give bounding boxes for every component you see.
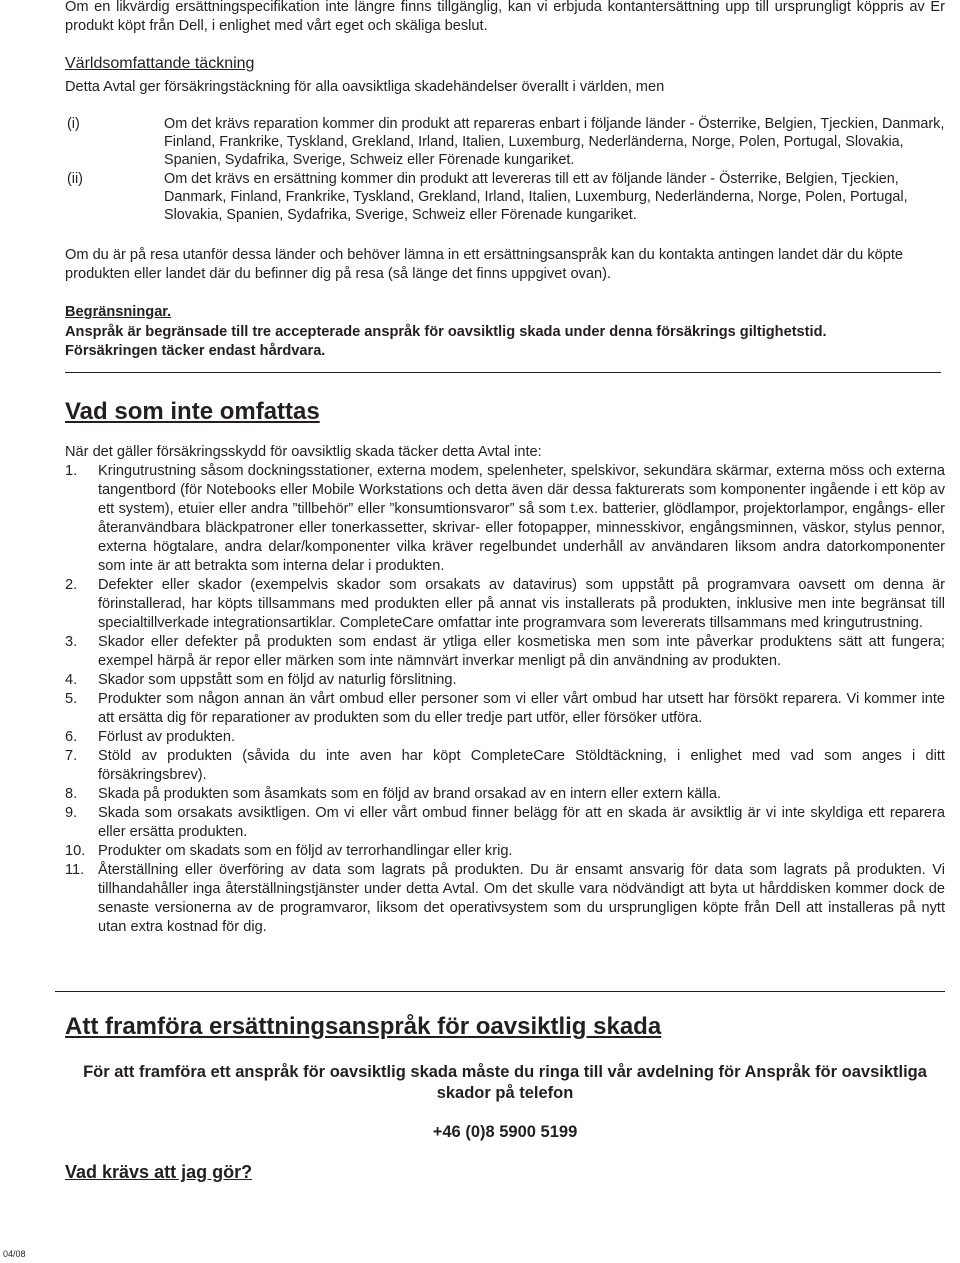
list-item-text: Kringutrustning såsom dockningsstationer, externa modem, spelenheter, spelskivor, sekundära skärmar, externa möss och externa tangentbord (för Notebooks eller Mobile Workstations och detta även där dessa fakturerats som komponenter ingående i ett köp av ett system), etuier eller andra ”tillbehör” eller ”konsumtionsvaror” så som t.ex. batterier, glödlampor, projektorlampor, engångs- eller återanvändbara bläckpatroner eller tonerkassetter, skrivar- eller fotopapper, minnesskivor, engångsminnen, väskor, stylus pennor, externa högtalare, andra delar/komponenter vilka kräver regelbundet underhåll av användaren liksom andra datorkomponenter som inte är att betrakta som interna delar i produkten.	[98, 463, 945, 574]
travel-note-paragraph: Om du är på resa utanför dessa länder och behöver lämna in ett ersättningsanspråk kan du kontakta antingen landet där du köpte produkten eller landet där du befinner dig på resa (så länge det finns uppgivet ovan).	[65, 247, 904, 282]
claims-phone-number: +46 (0)8 5900 5199	[432, 1123, 578, 1141]
list-item	[65, 785, 945, 804]
claims-heading: Att framföra ersättningsanspråk för oavsiktlig skada	[65, 1013, 662, 1040]
list-item	[65, 804, 945, 842]
worldwide-coverage-text: Detta Avtal ger försäkringstäckning för alla oavsiktliga skadehändelser överallt i världen, men	[65, 79, 665, 95]
intro-paragraph: Om en likvärdig ersättningspecifikation inte längre finns tillgänglig, kan vi erbjuda kontantersättning upp till ursprungligt köppris av Er produkt köpt från Dell, i enlighet med vårt eget och skäliga beslut.	[65, 0, 945, 34]
claims-instruction: För att framföra ett anspråk för oavsiktlig skada måste du ringa till vår avdelning för Anspråk för oavsiktliga skador på telefon	[83, 1063, 927, 1102]
list-item-text: Skador eller defekter på produkten som endast är ytliga eller kosmetiska men som inte påverkar produktens sätt att fungera; exempel härpå är repor eller märken som inte nämnvärt inverkar menligt på din användning av produkten.	[98, 634, 945, 669]
list-item-number: 6.	[65, 729, 78, 745]
list-item-text: Återställning eller överföring av data som lagrats på produkten. Du är ensamt ansvarig för data som lagrats på produkten. Vi tillhandahåller inga återställningstjänster under detta Avtal. Om det skulle vara nödvändigt att byta ut hårddisken kommer dock de senaste versionerna av de programvaror, liksom det operativsystem som du ursprungligen köpte från Dell att installeras på nytt utan extra kostnad för dig.	[98, 862, 945, 935]
list-item	[65, 462, 945, 576]
limitations-text	[65, 323, 955, 361]
list-item-number: 11.	[65, 862, 85, 878]
divider-line	[65, 372, 941, 373]
list-item-text: Skada som orsakats avsiktligen. Om vi eller vårt ombud finner belägg för att en skada är avsiktlig är vi inte skyldiga ett reparera eller ersätta produkten.	[98, 805, 945, 840]
list-item-number: 5.	[65, 691, 78, 707]
not-covered-intro: När det gäller försäkringsskydd för oavsiktlig skada täcker detta Avtal inte:	[65, 444, 542, 460]
list-item-number: 10.	[65, 843, 86, 859]
list-item-text: Produkter som någon annan än vårt ombud eller personer som vi eller vårt ombud har utsett har försökt reparera. Vi kommer inte att ersätta dig för reparationer av produkten som du eller tredje part utför, eller försöker utföra.	[98, 691, 945, 726]
list-item	[65, 690, 945, 728]
worldwide-country-list	[65, 115, 945, 224]
list-item	[65, 576, 945, 633]
footer-code: 04/08	[3, 1249, 26, 1259]
list-item-text: Stöld av produkten (såvida du inte aven har köpt CompleteCare Stöldtäckning, i enlighet med vad som anges i ditt försäkringsbrev).	[98, 748, 945, 783]
list-item-number: 2.	[65, 577, 78, 593]
list-item-text: Produkter om skadats som en följd av terrorhandlingar eller krig.	[98, 843, 513, 859]
list-item-text: Om det krävs reparation kommer din produkt att repareras enbart i följande länder - Österrike, Belgien, Tjeckien, Danmark, Finland, Frankrike, Tyskland, Grekland, Irland, Italien, Luxemburg, Nederländerna, Norge, Polen, Portugal, Slovakia, Spanien, Sydafrika, Sverige, Schweiz eller Förenade kungariket.	[164, 116, 945, 169]
list-item	[65, 115, 945, 170]
list-item-number: (i)	[67, 116, 80, 132]
list-item	[65, 671, 945, 690]
list-item-text: Defekter eller skador (exempelvis skador som orsakats av datavirus) som uppstått på programvara oavsett om denna är förinstallerad, har köpts tillsammans med produkten eller på annat vis installerats på produkten, inklusive men inte begränsat till specialtillverkade integrationsartiklar. CompleteCare omfattar inte programvara som levererats tillsammans med kringutrustning.	[98, 577, 945, 631]
list-item-number: 4.	[65, 672, 78, 688]
list-item-text: Om det krävs en ersättning kommer din produkt att levereras till ett av följande länder - Österrike, Belgien, Tjeckien, Danmark, Finland, Frankrike, Tyskland, Grekland, Irland, Italien, Luxemburg, Nederländerna, Norge, Polen, Portugal, Slovakia, Spanien, Sydafrika, Sverige, Schweiz eller Förenade kungariket.	[164, 170, 908, 224]
list-item	[65, 170, 945, 225]
what-to-do-heading: Vad krävs att jag gör?	[65, 1162, 253, 1182]
list-item-text: Förlust av produkten.	[98, 729, 236, 745]
list-item-number: 9.	[65, 805, 78, 821]
list-item	[65, 842, 945, 861]
list-item	[65, 861, 945, 937]
list-item-number: (ii)	[67, 170, 83, 187]
list-item-number: 7.	[65, 748, 78, 764]
list-item-number: 8.	[65, 786, 78, 802]
list-item-number: 1.	[65, 463, 78, 479]
divider-line	[55, 991, 945, 992]
limitations-line-2: Försäkringen täcker endast hårdvara.	[65, 343, 326, 359]
list-item	[65, 728, 945, 747]
not-covered-heading: Vad som inte omfattas	[65, 398, 320, 425]
list-item-text: Skada på produkten som åsamkats som en följd av brand orsakad av en intern eller extern källa.	[98, 786, 722, 802]
limitations-line-1: Anspråk är begränsade till tre accepterade anspråk för oavsiktlig skada under denna försäkrings giltighetstid.	[65, 324, 827, 340]
limitations-heading: Begränsningar.	[65, 304, 172, 320]
exclusions-list	[65, 462, 945, 937]
list-item-text: Skador som uppstått som en följd av naturlig förslitning.	[98, 672, 457, 688]
worldwide-coverage-heading: Världsomfattande täckning	[65, 55, 255, 72]
list-item	[65, 633, 945, 671]
list-item	[65, 747, 945, 785]
list-item-number: 3.	[65, 634, 78, 650]
